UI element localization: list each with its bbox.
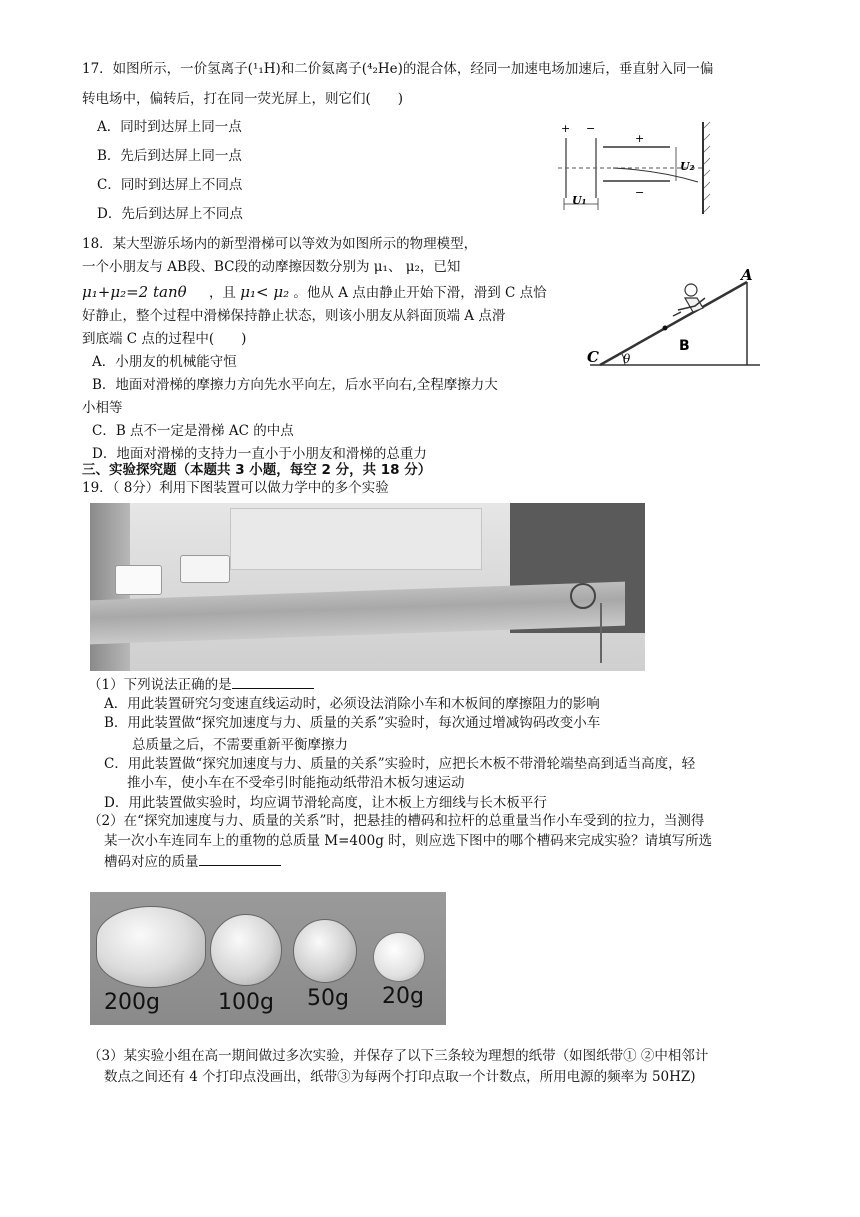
q17-stem-line1: 17．如图所示，一价氢离子(¹₁H)和二价氦离子(⁴₂He)的混合体，经同一加速电场加速后，垂直射入同一偏 [82, 61, 714, 77]
weight-100g-icon [210, 914, 282, 986]
label-theta: θ [623, 352, 631, 366]
q18-option-c: C．B 点不一定是滑梯 AC 的中点 [92, 423, 294, 439]
q18-option-b2: 小相等 [82, 400, 123, 416]
q17-deflection-figure [558, 118, 718, 218]
q18-line3 [82, 281, 547, 304]
q18-line1: 18．某大型游乐场内的新型滑梯可以等效为如图所示的物理模型， [82, 236, 478, 252]
weights-photo [90, 892, 446, 1025]
q18-formula1: μ₁+μ₂=2 tanθ [82, 283, 187, 301]
plate-minus: − [635, 186, 645, 199]
weight-20g-icon [373, 932, 425, 982]
q18-line4: 好静止，整个过程中滑梯保持静止状态，则该小朋友从斜面顶端 A 点滑 [82, 308, 506, 324]
q18-line2: 一个小朋友与 AB段、BC段的动摩擦因数分别为 μ₁、 μ₂，已知 [82, 259, 461, 275]
q18-option-b1: B．地面对滑梯的摩擦力方向先水平向左，后水平向右,全程摩擦力大 [92, 377, 498, 393]
q18-line5: 到底端 C 点的过程中( ) [82, 331, 247, 347]
q18-line3-end: 。他从 A 点由静止开始下滑，滑到 C 点恰 [293, 285, 547, 301]
q19-p2-line1: （2）在“探究加速度与力、质量的关系”时，把悬挂的槽码和拉杆的总重量当作小车受到的拉力，当测得 [88, 813, 705, 829]
q18-slide-figure [585, 268, 770, 373]
q18-option-a: A．小朋友的机械能守恒 [92, 354, 237, 370]
q19-p2-line3 [104, 851, 281, 873]
plate-plus: + [635, 132, 645, 145]
plus-sign: + [561, 122, 571, 135]
answer-blank-1[interactable] [232, 674, 314, 689]
child-icon [673, 284, 705, 316]
u1-label: U₁ [572, 194, 587, 207]
q19-p1-option-a: A．用此装置研究匀变速直线运动时，必须设法消除小车和木板间的摩擦阻力的影响 [104, 696, 600, 712]
answer-blank-2[interactable] [199, 851, 281, 866]
weight-label-200g: 200g [104, 990, 160, 1015]
label-b: B [679, 338, 690, 354]
q19-p3-line1: （3）某实验小组在高一期间做过多次实验，并保存了以下三条较为理想的纸带（如图纸带① ②中相邻计 [88, 1048, 709, 1064]
section-title: 三、实验探究题（本题共 3 小题，每空 2 分，共 18 分） [82, 462, 432, 478]
q17-option-c: C．同时到达屏上不同点 [97, 177, 243, 193]
q17-option-b: B．先后到达屏上同一点 [97, 148, 242, 164]
weight-50g-icon [293, 919, 357, 983]
q19-p2-text: 槽码对应的质量 [104, 854, 199, 870]
q19-p1-option-c2: 推小车，使小车在不受牵引时能拖动纸带沿木板匀速运动 [127, 775, 465, 791]
q19-p1-option-b1: B．用此装置做“探究加速度与力、质量的关系”实验时，每次通过增减钩码改变小车 [104, 715, 601, 731]
q18-formula2: μ₁< μ₂ [240, 283, 290, 301]
q18-option-d: D．地面对滑梯的支持力一直小于小朋友和滑梯的总重力 [92, 446, 427, 462]
q18-line3-mid: ，且 [208, 285, 236, 301]
q19-p1-option-d: D．用此装置做实验时，均应调节滑轮高度，让木板上方细线与长木板平行 [104, 795, 547, 811]
weight-label-100g: 100g [218, 990, 274, 1015]
q19-p1-option-b2: 总质量之后，不需要重新平衡摩擦力 [132, 737, 348, 753]
q17-stem-line2: 转电场中，偏转后，打在同一荧光屏上，则它们( ) [82, 91, 404, 107]
weight-label-50g: 50g [307, 986, 349, 1011]
q19-p1-text: （1）下列说法正确的是 [88, 677, 232, 693]
q19-p3-line2: 数点之间还有 4 个打印点没画出，纸带③为每两个打印点取一个计数点，所用电源的频率为 50HZ) [104, 1069, 696, 1085]
q19-p1-option-c1: C．用此装置做“探究加速度与力、质量的关系”实验时，应把长木板不带滑轮端垫高到适当高度，轻 [104, 756, 696, 772]
label-c: C [587, 348, 599, 366]
apparatus-photo [90, 503, 645, 671]
q19-p2-line2: 某一次小车连同车上的重物的总质量 M=400g 时，则应选下图中的哪个槽码来完成实验？请填写所选 [104, 833, 713, 849]
weight-label-20g: 20g [382, 984, 424, 1009]
q19-stem: 19．（ 8分）利用下图装置可以做力学中的多个实验 [82, 480, 389, 496]
minus-sign: − [586, 122, 596, 135]
weight-200g-icon [96, 906, 206, 988]
label-a: A [741, 268, 753, 284]
q17-option-a: A．同时到达屏上同一点 [97, 119, 242, 135]
q17-option-d: D．先后到达屏上不同点 [97, 206, 243, 222]
u2-label: U₂ [680, 160, 695, 173]
